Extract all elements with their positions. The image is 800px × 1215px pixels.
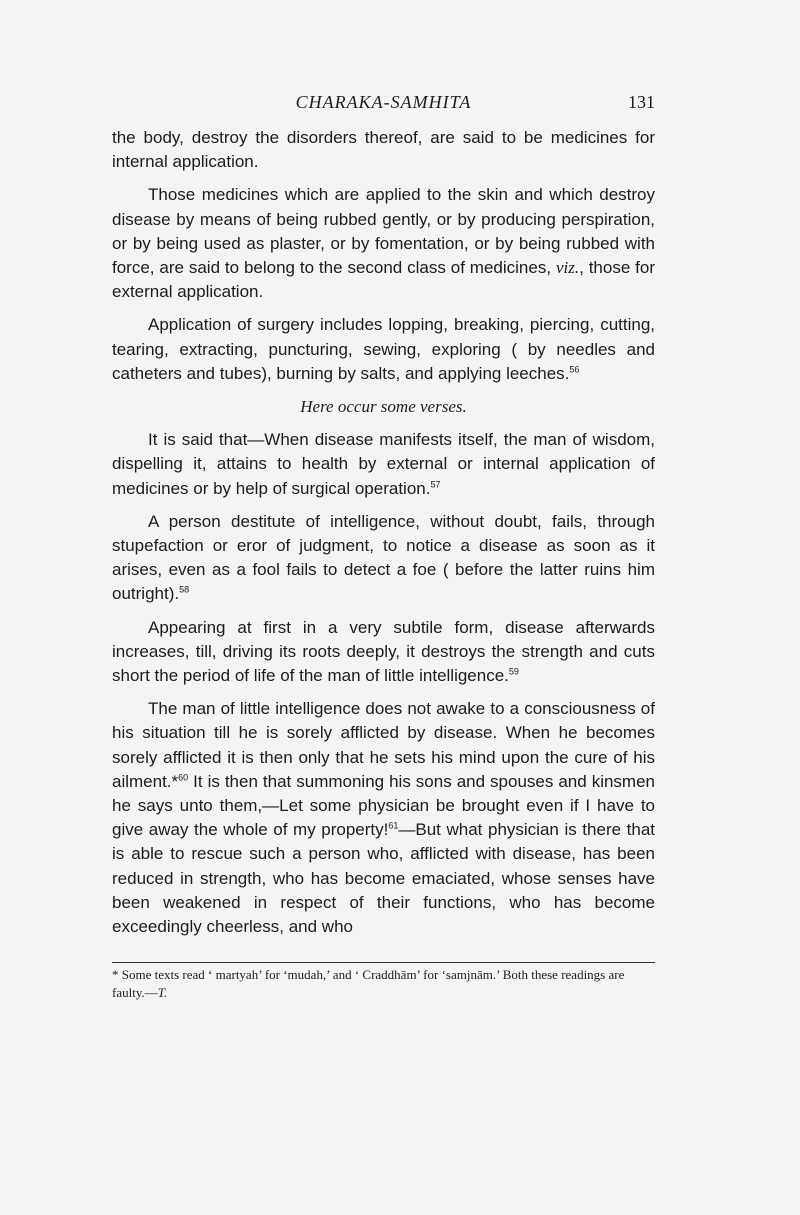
note-marker: 58 [179,584,190,595]
note-marker: 61 [388,820,399,831]
note-marker: 60 [178,772,189,783]
page-title: CHARAKA-SAMHITA [295,92,472,112]
paragraph [112,697,655,939]
paragraph-text: the body, destroy the disorders thereof, are said to be medicines for internal application. [112,128,655,172]
paragraph [112,616,655,689]
paragraph-text: It is then that summoning his sons and spouses and kinsmen he says unto them,—Let some physician be brought even if I have to give away the whole of my property! [112,771,655,840]
footnote [112,966,655,1002]
note-marker: 59 [508,666,519,677]
body-text [112,126,655,948]
paragraph-text: A person destitute of intelligence, without doubt, fails, through stupefaction or eror of judgment, to notice a disease as soon as it arises, even as a fool fails to detect a foe ( before the latter ruins him outright). [112,511,655,604]
paragraph-text: , those for external application. [112,258,655,302]
paragraph-text: The man of little intelligence does not awake to a consciousness of his situation till he is sorely afflicted by disease. When he becomes sorely afflicted it is then only that he sets his mind upon the cure of his ailment.* [112,699,655,791]
paragraph [112,126,655,174]
paragraph-text: Appearing at first in a very subtile form, disease afterwards increases, till, driving its roots deeply, it destroys the strength and cuts short the period of life of the man of little intelligence. [112,617,655,686]
paragraph-text: It is said that—When disease manifests itself, the man of wisdom, dispelling it, attains to health by external or internal application of medicines or by help of surgical operation. [112,430,655,498]
paragraph-text: Application of surgery includes lopping, breaking, piercing, cutting, tearing, extracting, puncturing, sewing, exploring ( by needles and catheters and tubes), burning by salts, and applying leeches. [112,315,655,383]
note-marker: 57 [430,478,441,489]
paragraph-text: Those medicines which are applied to the skin and which destroy disease by means of being rubbed gently, or by producing perspiration, or by being used as plaster, or by fomentation, or by being rubbed with force, are said to belong to the second class of medicines, [112,185,655,278]
viz-italic: viz. [555,258,580,278]
paragraph [112,313,655,386]
footnote-text: * Some texts read ‘ martyah’ for ‘mudah,’ and ‘ Craddhām’ for ‘samjnām.’ Both these readings are faulty.— [112,967,625,1000]
page-number: 131 [628,92,655,112]
paragraph [112,510,655,607]
running-head [112,92,655,116]
footnote-initial: T. [157,985,168,1000]
paragraph [112,428,655,501]
note-marker: 56 [569,364,580,375]
paragraph-text: —But what physician is there that is able to rescue such a person who, afflicted with disease, has been reduced in strength, who has become emaciated, whose senses have been weakened in respect of their functions, who has become exceedingly cheerless, and who [112,820,656,937]
footnote-divider [112,962,655,963]
verse-heading: Here occur some verses. [300,397,467,417]
paragraph [112,183,655,304]
